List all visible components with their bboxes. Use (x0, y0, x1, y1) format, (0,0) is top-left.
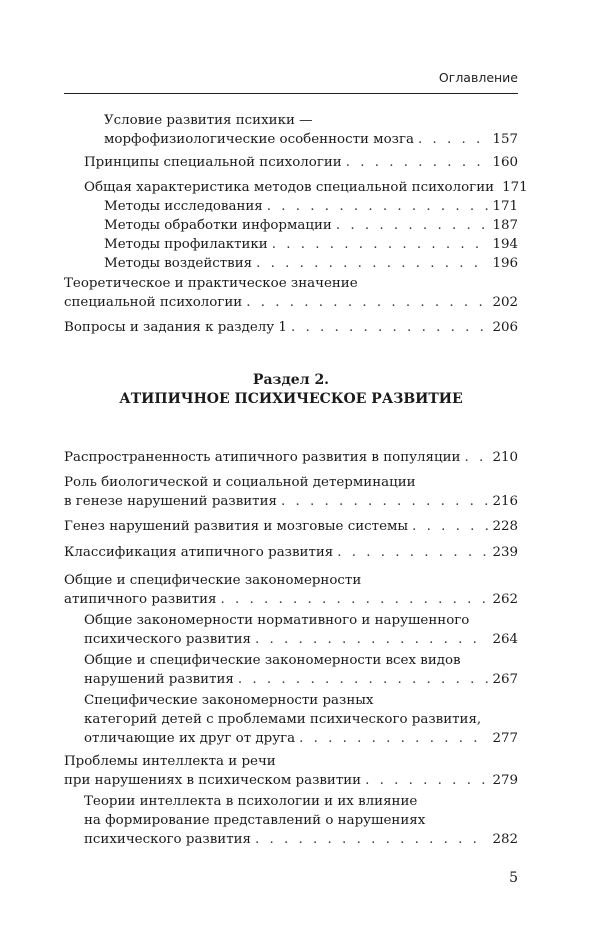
section-title: АТИПИЧНОЕ ПСИХИЧЕСКОЕ РАЗВИТИЕ (119, 391, 463, 407)
toc-entry-title: атипичного развития (64, 592, 217, 607)
toc-entry-title-line: Общие и специфические закономерности (64, 573, 362, 588)
toc-entry (84, 611, 518, 649)
toc-entry-page-number: 262 (492, 592, 518, 607)
toc-entry-page-number: 228 (492, 519, 518, 534)
toc-entry-page-number: 157 (492, 132, 518, 147)
toc-entry (84, 651, 518, 689)
toc-entry-title: при нарушениях в психическом развитии (64, 773, 362, 788)
toc-entry-page-number: 282 (492, 832, 518, 847)
dot-leader (337, 543, 488, 562)
toc-entry (104, 216, 518, 235)
toc-entry (64, 543, 518, 562)
dot-leader (238, 670, 489, 689)
toc-entry-title-line: Роль биологической и социальной детерминации (64, 475, 416, 490)
toc-entry-title: Генез нарушений развития и мозговые системы (64, 519, 409, 534)
toc-entry-title-line: Теории интеллекта в психологии и их влияние (84, 794, 418, 809)
toc-entry-page-number: 267 (492, 672, 518, 687)
toc-entry (104, 254, 518, 273)
toc-entry-title: Методы профилактики (104, 237, 268, 252)
toc-entry-page-number: 239 (492, 545, 518, 560)
toc-entry-page-number: 277 (492, 731, 518, 746)
toc-entry-page-number: 264 (492, 632, 518, 647)
toc-entry (64, 752, 518, 790)
dot-leader (365, 771, 488, 790)
toc-entry (104, 235, 518, 254)
toc-entry-title: морфофизиологические особенности мозга (104, 132, 414, 147)
dot-leader (255, 630, 488, 649)
toc-entry (64, 517, 518, 536)
toc-entry (64, 274, 518, 312)
toc-entry-title-line: Условие развития психики — (104, 113, 313, 128)
toc-entry (104, 111, 518, 149)
toc-entry-title: в генезе нарушений развития (64, 494, 277, 509)
dot-leader (418, 130, 488, 149)
dot-leader (246, 293, 488, 312)
toc-entry-title: Общая характеристика методов специальной психологии (84, 180, 495, 195)
toc-entry-title-line: Общие закономерности нормативного и нарушенного (84, 613, 470, 628)
dot-leader (256, 254, 488, 273)
toc-entry-page-number: 171 (502, 180, 528, 195)
dot-leader (464, 448, 488, 467)
toc-entry (64, 571, 518, 609)
toc-entry-title-line: Проблемы интеллекта и речи (64, 754, 276, 769)
toc-entry-title: психического развития (84, 632, 251, 647)
toc-entry (64, 448, 518, 467)
dot-leader (299, 729, 488, 748)
toc-entry-title: специальной психологии (64, 295, 243, 310)
dot-leader (267, 197, 489, 216)
toc-entry-title: Методы обработки информации (104, 218, 332, 233)
toc-entry-title: Распространенность атипичного развития в популяции (64, 450, 461, 465)
toc-entry-page-number: 206 (492, 320, 518, 335)
dot-leader (291, 318, 488, 337)
toc-entry-title-line: Общие и специфические закономерности всех видов (84, 653, 461, 668)
section-number: Раздел 2. (252, 372, 330, 388)
toc-entry-page-number: 171 (492, 199, 518, 214)
dot-leader (272, 235, 489, 254)
toc-entry-title-line: категорий детей с проблемами психического развития, (84, 712, 482, 727)
section-heading (64, 371, 518, 409)
toc-entry-title: Методы исследования (104, 199, 263, 214)
toc-entry-title: Вопросы и задания к разделу 1 (64, 320, 287, 335)
header-rule (64, 93, 518, 94)
dot-leader (412, 517, 488, 536)
toc-entry-title: Классификация атипичного развития (64, 545, 334, 560)
toc-entry-title-line: на формирование представлений о нарушениях (84, 813, 426, 828)
toc-entry-title-line: Специфические закономерности разных (84, 693, 374, 708)
dot-leader (346, 153, 489, 172)
toc-entry-title: психического развития (84, 832, 251, 847)
dot-leader (255, 830, 488, 849)
toc-entry-page-number: 210 (492, 450, 518, 465)
dot-leader (281, 492, 489, 511)
toc-entry-page-number: 216 (492, 494, 518, 509)
dot-leader (336, 216, 489, 235)
toc-entry-title: Методы воздействия (104, 256, 253, 271)
toc-entry (104, 197, 518, 216)
toc-entry-page-number: 202 (492, 295, 518, 310)
dot-leader (220, 590, 488, 609)
toc-entry-page-number: 279 (492, 773, 518, 788)
page-number: 5 (509, 870, 518, 886)
toc-entry-page-number: 160 (492, 155, 518, 170)
toc-entry-title: Принципы специальной психологии (84, 155, 342, 170)
toc-entry (84, 691, 518, 748)
toc-entry-title-line: Теоретическое и практическое значение (64, 276, 358, 291)
running-header: Оглавление (438, 70, 518, 85)
toc-entry (64, 318, 518, 337)
toc-entry-page-number: 187 (492, 218, 518, 233)
toc-entry (84, 153, 518, 172)
toc-entry-page-number: 196 (492, 256, 518, 271)
toc-entry-page-number: 194 (492, 237, 518, 252)
toc-entry (84, 792, 518, 849)
toc-entry (84, 178, 528, 197)
toc-entry-title: отличающие их друг от друга (84, 731, 296, 746)
toc-entry-title: нарушений развития (84, 672, 234, 687)
toc-entry (64, 473, 518, 511)
